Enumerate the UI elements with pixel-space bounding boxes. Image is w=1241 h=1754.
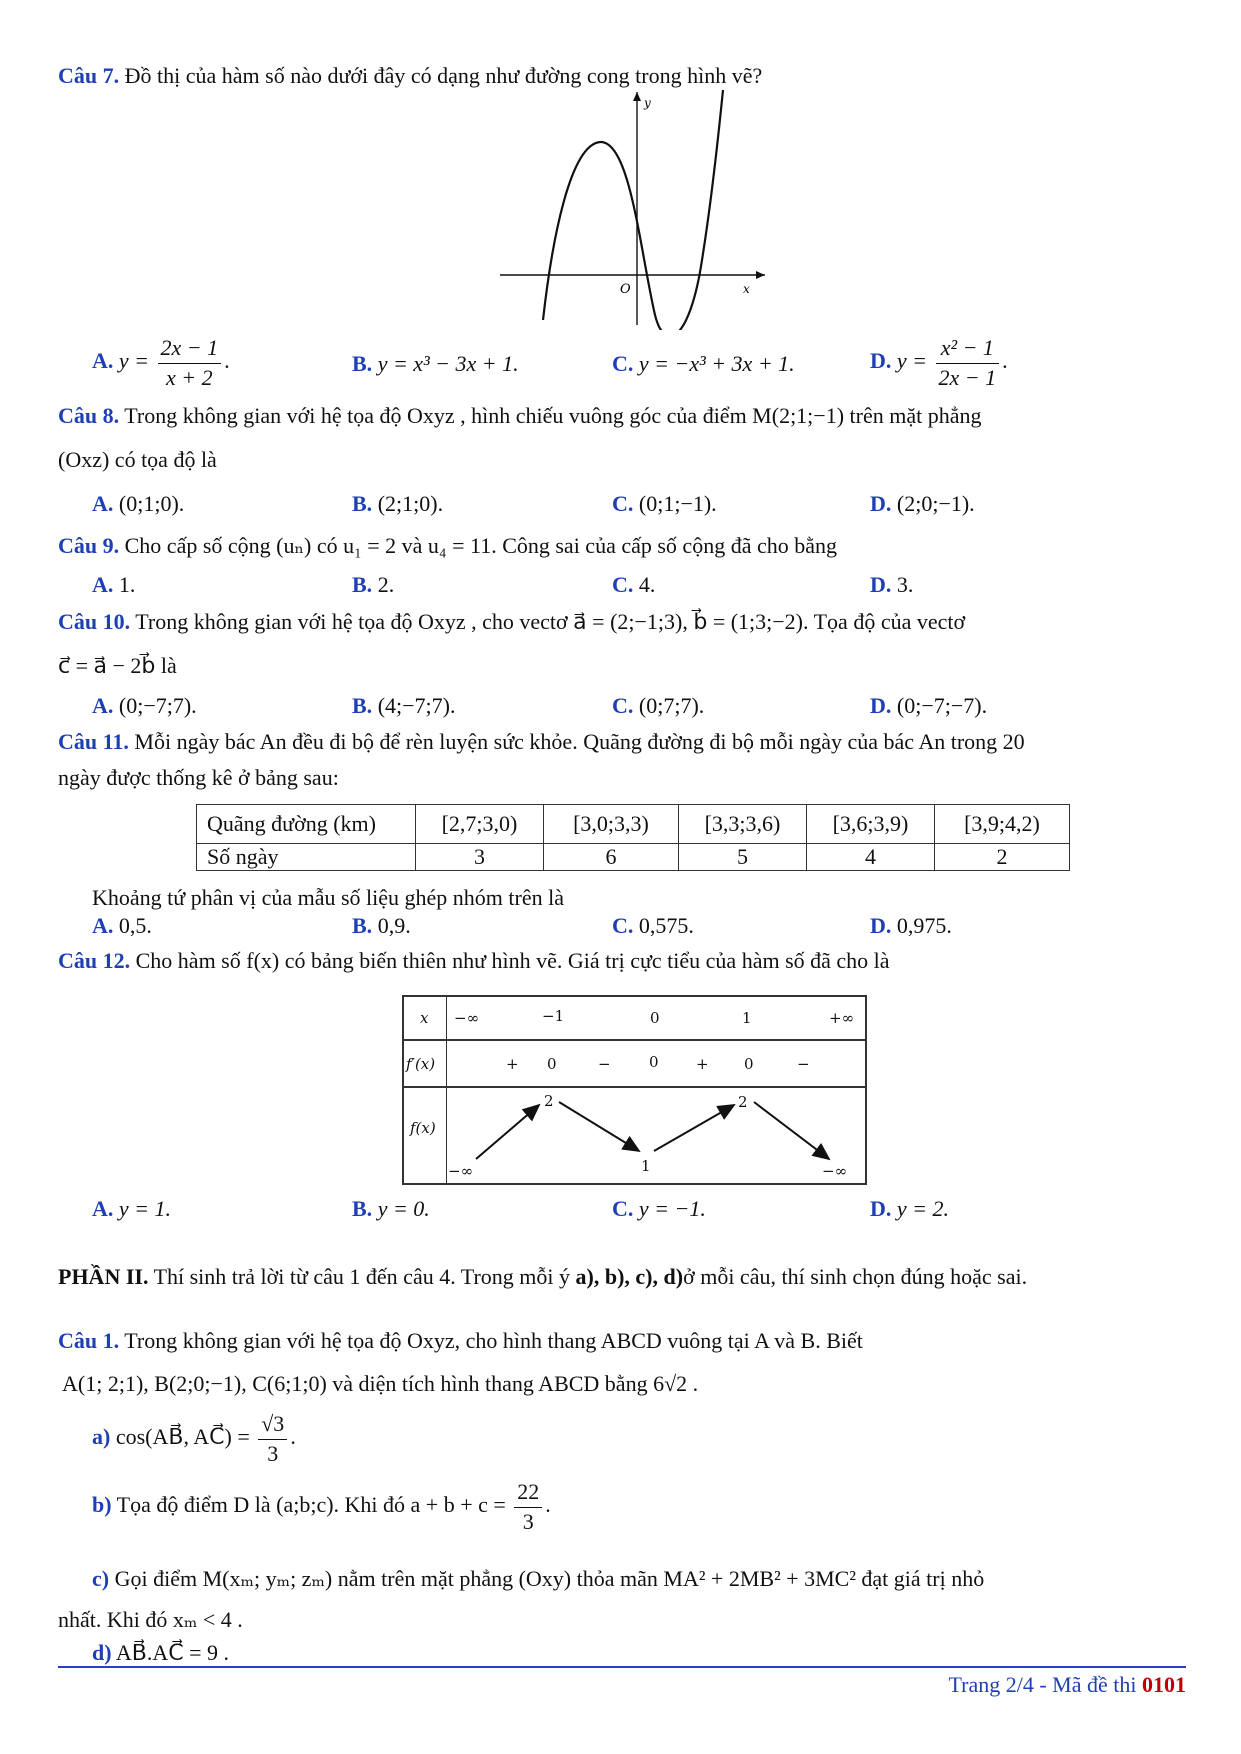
c12-label: Câu 12. — [58, 948, 131, 973]
table-cell-interval: [3,3;3,6) — [679, 805, 807, 844]
c11-option-b-label: B. — [352, 913, 373, 938]
vt-f-label: f(x) — [410, 1119, 436, 1137]
vt-x-value: −∞ — [454, 1009, 480, 1027]
p2c1-text-line1: Trong không gian với hệ tọa độ Oxyz, cho hình thang ABCD vuông tại A và B. Biết — [124, 1328, 863, 1353]
c9-label: Câu 9. — [58, 533, 120, 558]
c9-option-d-label: D. — [870, 572, 892, 597]
table-cell-count: 3 — [416, 844, 544, 871]
c8-option-c-label: C. — [612, 491, 634, 516]
footer — [948, 1672, 1186, 1698]
c10-option-d[interactable] — [870, 692, 987, 720]
p2c1-b-pre: Tọa độ điểm D là (a;b;c). Khi đó a + b + c = — [116, 1492, 506, 1518]
c7-option-a-den: x + 2 — [166, 364, 213, 390]
c12-option-a-expr: y = 1. — [118, 1196, 172, 1221]
c7-option-d-pre: y = — [896, 348, 928, 374]
c8-question — [58, 402, 1186, 430]
arrow-down-icon — [559, 1102, 639, 1151]
p2c1-question — [58, 1327, 863, 1355]
c10-option-d-expr: (0;−7;−7). — [896, 693, 988, 718]
c8-text-line2: (Oxz) có tọa độ là — [58, 447, 217, 472]
x-axis-label: x — [743, 282, 750, 296]
c11-option-d-label: D. — [870, 913, 892, 938]
vt-arrows — [404, 1087, 865, 1183]
p2c1-b-label: b) — [92, 1492, 112, 1518]
c9-option-b-expr: 2. — [377, 572, 395, 597]
table-row — [197, 805, 1070, 844]
footer-code: 0101 — [1142, 1672, 1186, 1697]
c12-option-c[interactable] — [612, 1195, 706, 1223]
c12-option-a[interactable] — [92, 1195, 171, 1223]
p2c1-statement-c[interactable] — [92, 1565, 984, 1593]
table-cell-count: 6 — [544, 844, 679, 871]
table-cell-count: 4 — [807, 844, 935, 871]
c11-label: Câu 11. — [58, 729, 129, 754]
c10-option-b-expr: (4;−7;7). — [377, 693, 456, 718]
vt-x-value: 1 — [742, 1009, 752, 1027]
c8-option-c[interactable] — [612, 490, 717, 518]
p2c1-c-line2: nhất. Khi đó xₘ < 4 . — [58, 1607, 243, 1632]
table-cell-interval: [3,0;3,3) — [544, 805, 679, 844]
p2c1-c-line1: Gọi điểm M(xₘ; yₘ; zₘ) nằm trên mặt phẳng (Oxy) thỏa mãn MA² + 2MB² + 3MC² đạt giá trị nhỏ — [114, 1566, 985, 1591]
part2-title: PHẦN II. — [58, 1264, 149, 1289]
table-cell-interval: [2,7;3,0) — [416, 805, 544, 844]
c7-option-c-label: C. — [612, 351, 634, 376]
vt-fprime-sign: − — [797, 1055, 810, 1073]
vt-f-value: 2 — [544, 1092, 554, 1110]
footer-divider — [58, 1666, 1186, 1668]
c11-subquestion: Khoảng tứ phân vị của mẫu số liệu ghép nhóm trên là — [92, 885, 564, 910]
c7-option-c[interactable] — [612, 350, 795, 378]
c10-question — [58, 608, 965, 636]
c12-option-d-expr: y = 2. — [896, 1196, 950, 1221]
vt-f-value: 2 — [738, 1093, 748, 1111]
y-axis-label: y — [644, 96, 651, 110]
vt-f-value: −∞ — [822, 1162, 848, 1180]
p2c1-a-label: a) — [92, 1424, 111, 1450]
c7-option-d-post: . — [1002, 348, 1008, 374]
c10-option-a[interactable] — [92, 692, 197, 720]
p2c1-d-expr: AB⃗.AC⃗ = 9 . — [115, 1640, 229, 1665]
c9-option-b-label: B. — [352, 572, 373, 597]
vt-x-value: 0 — [650, 1009, 660, 1027]
c7-option-d[interactable] — [870, 334, 1008, 392]
c9-option-a[interactable] — [92, 571, 135, 599]
c12-option-b[interactable] — [352, 1195, 430, 1223]
arrow-up-icon — [476, 1105, 539, 1159]
p2c1-c-label: c) — [92, 1566, 110, 1591]
c8-option-a-expr: (0;1;0). — [118, 491, 185, 516]
c7-option-a-post: . — [224, 348, 230, 374]
c8-label: Câu 8. — [58, 403, 120, 428]
c7-option-b-expr: y = x³ − 3x + 1. — [377, 351, 519, 376]
p2c1-a-den: 3 — [267, 1440, 279, 1466]
c12-variation-table — [402, 995, 867, 1185]
table-header-days: Số ngày — [197, 844, 416, 871]
c7-option-b-label: B. — [352, 351, 373, 376]
c9-option-c-label: C. — [612, 572, 634, 597]
c7-option-c-expr: y = −x³ + 3x + 1. — [638, 351, 795, 376]
c7-option-b[interactable] — [352, 350, 519, 378]
c9-question — [58, 532, 837, 560]
c8-option-b-label: B. — [352, 491, 373, 516]
vt-x-value: −1 — [542, 1007, 565, 1025]
c11-question — [58, 728, 1025, 756]
c12-option-d-label: D. — [870, 1196, 892, 1221]
c11-data-table — [196, 804, 1070, 871]
p2c1-label: Câu 1. — [58, 1328, 120, 1353]
c9-option-b[interactable] — [352, 571, 394, 599]
c10-option-c-label: C. — [612, 693, 634, 718]
c8-option-b-expr: (2;1;0). — [377, 491, 444, 516]
vt-f-value: 1 — [641, 1157, 651, 1175]
c7-label: Câu 7. — [58, 63, 120, 88]
c12-option-d[interactable] — [870, 1195, 949, 1223]
origin-label: O — [620, 282, 631, 297]
c7-option-d-num: x² − 1 — [936, 334, 1000, 364]
c11-option-c-expr: 0,575. — [638, 913, 694, 938]
c8-option-d-label: D. — [870, 491, 892, 516]
c11-option-c-label: C. — [612, 913, 634, 938]
c11-option-d-expr: 0,975. — [896, 913, 952, 938]
c10-text-line2: c⃗ = a⃗ − 2b⃗ là — [58, 653, 177, 678]
vt-fprime-sign: 0 — [547, 1055, 557, 1073]
c10-option-c[interactable] — [612, 692, 704, 720]
vt-fprime-sign: − — [598, 1055, 611, 1073]
c12-text: Cho hàm số f(x) có bảng biến thiên như hình vẽ. Giá trị cực tiểu của hàm số đã cho là — [135, 948, 890, 973]
table-cell-interval: [3,6;3,9) — [807, 805, 935, 844]
c9-option-c[interactable] — [612, 571, 655, 599]
c9-option-d[interactable] — [870, 571, 913, 599]
y-axis-arrow-icon — [633, 92, 641, 101]
p2c1-b-num: 22 — [514, 1478, 542, 1508]
c10-option-b-label: B. — [352, 693, 373, 718]
table-header-distance: Quãng đường (km) — [197, 805, 416, 844]
c10-option-a-label: A. — [92, 693, 114, 718]
vt-x-label: x — [420, 1009, 429, 1027]
c11-text-line1: Mỗi ngày bác An đều đi bộ để rèn luyện sức khỏe. Quãng đường đi bộ mỗi ngày của bác An trong 20 — [134, 729, 1025, 754]
table-row — [197, 844, 1070, 871]
arrow-down-icon — [754, 1102, 829, 1159]
vt-fprime-sign: 0 — [649, 1053, 659, 1071]
table-cell-count: 2 — [935, 844, 1070, 871]
p2c1-b-den: 3 — [522, 1508, 534, 1534]
cubic-curve — [543, 90, 723, 330]
c12-question — [58, 947, 890, 975]
footer-page: Trang 2/4 - Mã đề thi — [948, 1672, 1137, 1697]
c8-option-d[interactable] — [870, 490, 975, 518]
c11-option-a-label: A. — [92, 913, 114, 938]
vt-f-value: −∞ — [448, 1162, 474, 1180]
p2c1-statement-b[interactable]: b) Tọa độ điểm D là (a;b;c). Khi đó a + b + c = $\frac{22}{3}$ . — [92, 1478, 551, 1536]
p2c1-text-line2: A(1; 2;1), B(2;0;−1), C(6;1;0) và diện tích hình thang ABCD bằng 6√2 . — [62, 1371, 699, 1396]
c11-option-b-expr: 0,9. — [377, 913, 411, 938]
c7-question — [58, 62, 762, 90]
c8-text-line1: Trong không gian với hệ tọa độ Oxyz , hình chiếu vuông góc của điểm M(2;1;−1) trên mặt phẳng — [124, 403, 982, 428]
p2c1-d-label: d) — [92, 1640, 112, 1665]
c11-option-a-expr: 0,5. — [118, 913, 152, 938]
part2-parts: a), b), c), d) — [575, 1264, 684, 1289]
c9-option-c-expr: 4. — [638, 572, 656, 597]
part2-heading — [58, 1263, 1027, 1291]
c10-option-b[interactable] — [352, 692, 455, 720]
c7-text: Đồ thị của hàm số nào dưới đây có dạng như đường cong trong hình vẽ? — [124, 63, 763, 88]
vt-fprime-sign: + — [696, 1055, 709, 1073]
c11-text-line2: ngày được thống kê ở bảng sau: — [58, 765, 339, 790]
c9-option-a-expr: 1. — [118, 572, 136, 597]
c10-option-d-label: D. — [870, 693, 892, 718]
vt-x-value: +∞ — [829, 1009, 855, 1027]
c8-option-a-label: A. — [92, 491, 114, 516]
vt-fprime-sign: + — [506, 1055, 519, 1073]
table-cell-count: 5 — [679, 844, 807, 871]
c12-option-c-expr: y = −1. — [638, 1196, 706, 1221]
part2-text: Thí sinh trả lời từ câu 1 đến câu 4. Trong mỗi ý — [153, 1264, 571, 1289]
p2c1-statement-d[interactable] — [92, 1639, 229, 1667]
c10-label: Câu 10. — [58, 609, 131, 634]
p2c1-a-num: √3 — [258, 1410, 287, 1440]
c9-text: Cho cấp số cộng (uₙ) có u₁ = 2 và u₄ = 11. Công sai của cấp số cộng đã cho bằng — [124, 533, 837, 558]
c11-option-c[interactable] — [612, 912, 694, 940]
c9-option-d-expr: 3. — [896, 572, 914, 597]
c7-option-a-num: 2x − 1 — [158, 334, 222, 364]
table-cell-interval: [3,9;4,2) — [935, 805, 1070, 844]
p2c1-a-pre: cos(AB⃗, AC⃗) = — [115, 1424, 250, 1450]
c12-option-a-label: A. — [92, 1196, 114, 1221]
c8-option-a[interactable] — [92, 490, 184, 518]
x-axis-arrow-icon — [756, 271, 765, 279]
c7-option-a[interactable] — [92, 334, 230, 392]
c7-graph — [490, 90, 770, 330]
c11-option-d[interactable] — [870, 912, 952, 940]
c7-option-d-label: D. — [870, 348, 892, 374]
c10-option-c-expr: (0;7;7). — [638, 693, 705, 718]
vt-fprime-sign: 0 — [744, 1055, 754, 1073]
arrow-up-icon — [654, 1105, 734, 1151]
c10-text-line1: Trong không gian với hệ tọa độ Oxyz , cho vectơ a⃗ = (2;−1;3), b⃗ = (1;3;−2). Tọa độ của vectơ — [135, 609, 966, 634]
c8-option-b[interactable] — [352, 490, 443, 518]
part2-text-end: ở mỗi câu, thí sinh chọn đúng hoặc sai. — [683, 1264, 1028, 1289]
vt-fprime-label: f′(x) — [406, 1055, 436, 1073]
c12-option-c-label: C. — [612, 1196, 634, 1221]
c7-option-d-den: 2x − 1 — [938, 364, 997, 390]
p2c1-statement-a[interactable]: a) cos(AB⃗, AC⃗) = $\frac{√3}{3}$ . — [92, 1410, 296, 1468]
c11-option-b[interactable] — [352, 912, 411, 940]
c12-option-b-label: B. — [352, 1196, 373, 1221]
c7-option-a-pre: y = — [118, 348, 150, 374]
c10-option-a-expr: (0;−7;7). — [118, 693, 197, 718]
c9-option-a-label: A. — [92, 572, 114, 597]
c7-option-a-label: A. — [92, 348, 114, 374]
c11-option-a[interactable] — [92, 912, 152, 940]
c12-option-b-expr: y = 0. — [377, 1196, 430, 1221]
c8-option-d-expr: (2;0;−1). — [896, 491, 975, 516]
c8-option-c-expr: (0;1;−1). — [638, 491, 717, 516]
